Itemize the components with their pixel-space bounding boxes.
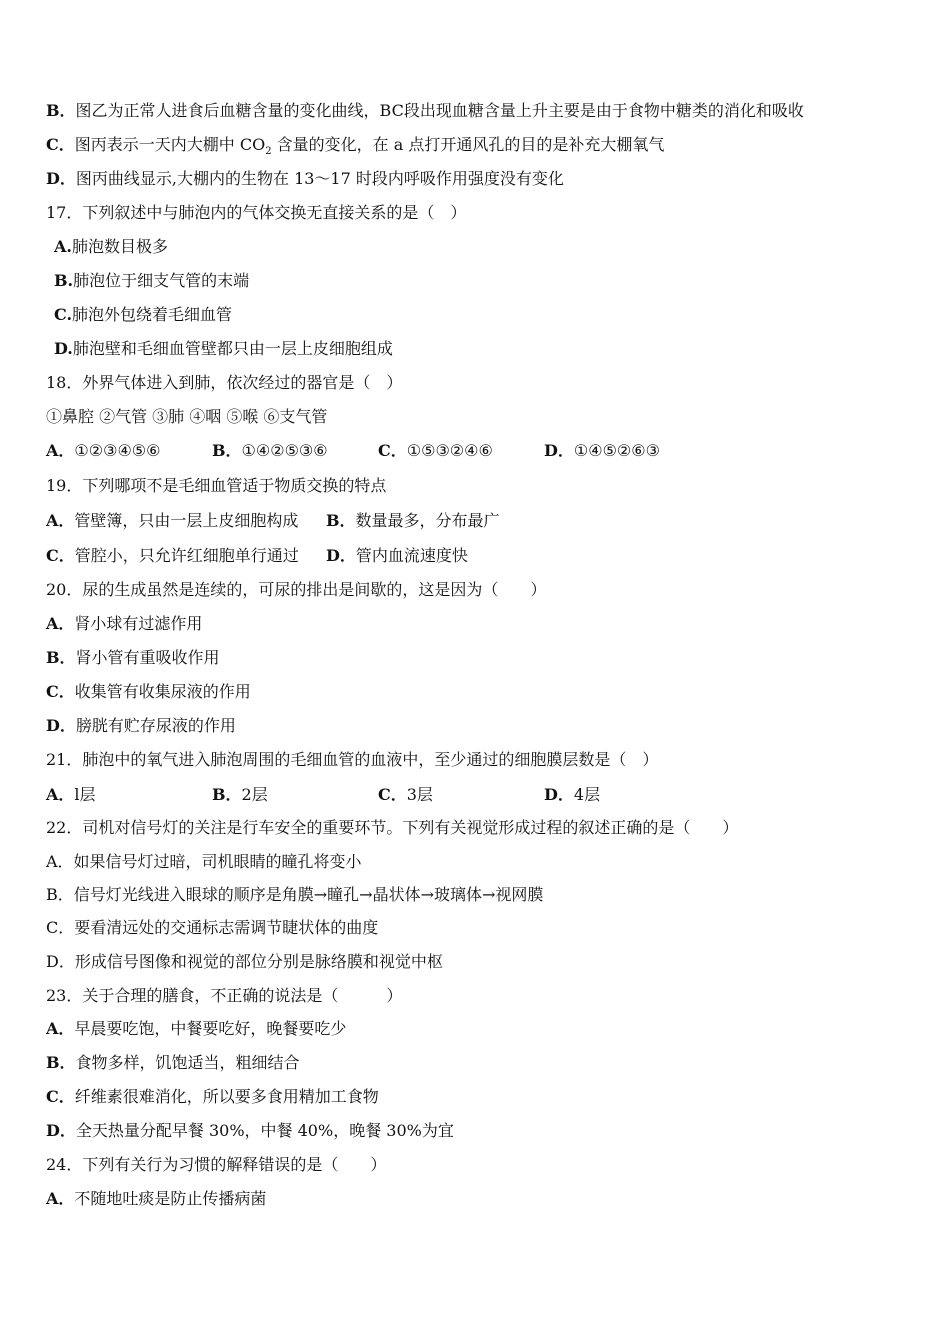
option-text: 肺泡壁和毛细血管壁都只由一层上皮细胞组成: [72, 339, 393, 358]
option-label: C.: [54, 305, 73, 324]
option-text: 食物多样，饥饱适当，粗细结合: [75, 1053, 300, 1072]
q20-option-d: [46, 715, 236, 737]
option-label: B．: [212, 785, 242, 804]
option-label: B．: [212, 441, 242, 460]
q20-option-c: [46, 681, 251, 703]
option-label: A．: [46, 614, 75, 633]
option-text: 肾小管有重吸收作用: [75, 648, 220, 667]
q22-option-b: B．信号灯光线进入眼球的顺序是角膜→瞳孔→晶状体→玻璃体→视网膜: [46, 885, 544, 904]
q16-option-c: [46, 134, 664, 156]
q18-option-c: [378, 440, 544, 462]
q17-option-a: [54, 236, 168, 258]
question-18: 18．外界气体进入到肺，依次经过的器官是（ ）: [46, 373, 403, 392]
option-text: 不随地吐痰是防止传播病菌: [74, 1189, 267, 1208]
q21-option-b: [212, 784, 378, 806]
subscript: 2: [265, 146, 272, 158]
option-text: 图丙表示一天内大棚中 CO: [74, 135, 266, 154]
q19-options-row1: [46, 510, 500, 532]
q20-option-a: [46, 613, 202, 635]
option-label: D.: [54, 339, 73, 358]
q16-option-b: [46, 100, 804, 122]
option-text: 数量最多，分布最广: [355, 511, 500, 530]
option-label: A．: [46, 785, 75, 804]
option-label: D．: [46, 1121, 76, 1140]
q23-option-d: [46, 1120, 454, 1142]
q18-option-a: [46, 440, 212, 462]
option-text: ①④⑤②⑥③: [573, 441, 660, 460]
option-label: B．: [326, 511, 356, 530]
option-label: A．: [46, 441, 75, 460]
option-text: 2层: [241, 785, 268, 804]
q20-option-b: [46, 647, 220, 669]
option-text: 纤维素很难消化，所以要多食用精加工食物: [74, 1087, 379, 1106]
q19-option-d: [326, 545, 468, 567]
question-23: 23．关于合理的膳食，不正确的说法是（ ）: [46, 986, 403, 1005]
q21-option-d: [544, 784, 710, 806]
q17-option-b: [54, 270, 249, 292]
option-label: C．: [378, 785, 407, 804]
q23-option-a: [46, 1018, 346, 1040]
option-text: ①④②⑤③⑥: [241, 441, 328, 460]
q18-options: [46, 440, 710, 462]
q16-option-d: [46, 168, 564, 190]
q21-options: [46, 784, 710, 806]
question-21: 21．肺泡中的氧气进入肺泡周围的毛细血管的血液中，至少通过的细胞膜层数是（ ）: [46, 750, 659, 769]
q18-option-b: [212, 440, 378, 462]
option-label: A．: [46, 511, 75, 530]
option-label: A.: [54, 237, 72, 256]
option-text-cont: 含量的变化，在 a 点打开通风孔的目的是补充大棚氧气: [271, 135, 665, 154]
question-22: 22．司机对信号灯的关注是行车安全的重要环节。下列有关视觉形成过程的叙述正确的是（ ）: [46, 818, 739, 837]
option-label: A．: [46, 1189, 75, 1208]
question-20: 20．尿的生成虽然是连续的，可尿的排出是间歇的，这是因为（ ）: [46, 580, 547, 599]
option-text: 管内血流速度快: [355, 546, 468, 565]
option-label: D．: [46, 716, 76, 735]
option-label: D．: [544, 785, 574, 804]
option-text: 3层: [406, 785, 433, 804]
q22-option-c: C．要看清远处的交通标志需调节睫状体的曲度: [46, 918, 379, 937]
q18-option-d: [544, 440, 710, 462]
option-text: ①②③④⑤⑥: [74, 441, 161, 460]
option-text: 收集管有收集尿液的作用: [74, 682, 251, 701]
option-text: 图乙为正常人进食后血糖含量的变化曲线，BC段出现血糖含量上升主要是由于食物中糖类的消化和吸收: [75, 101, 804, 120]
option-text: 肺泡外包绕着毛细血管: [72, 305, 233, 324]
option-text: l层: [74, 785, 96, 804]
option-label: B．: [46, 648, 76, 667]
option-label: D．: [326, 546, 356, 565]
question-19: 19．下列哪项不是毛细血管适于物质交换的特点: [46, 476, 387, 495]
option-label: D．: [46, 169, 76, 188]
q19-options-row2: [46, 545, 468, 567]
option-text: 4层: [573, 785, 601, 804]
q17-option-d: [54, 338, 393, 360]
option-text: ①⑤③②④⑥: [406, 441, 493, 460]
option-text: 早晨要吃饱，中餐要吃好，晚餐要吃少: [74, 1019, 347, 1038]
option-text: 管腔小，只允许红细胞单行通过: [74, 546, 299, 565]
q19-option-a: [46, 510, 326, 532]
option-label: C．: [46, 135, 75, 154]
option-label: C．: [46, 1087, 75, 1106]
option-text: 肺泡位于细支气管的末端: [73, 271, 250, 290]
option-label: C．: [378, 441, 407, 460]
q22-option-a: A．如果信号灯过暗，司机眼睛的瞳孔将变小: [46, 852, 362, 871]
option-label: C．: [46, 682, 75, 701]
question-17: 17．下列叙述中与肺泡内的气体交换无直接关系的是（ ）: [46, 203, 467, 222]
option-text: 图丙曲线显示,大棚内的生物在 13～17 时段内呼吸作用强度没有变化: [75, 169, 564, 188]
q23-option-b: [46, 1052, 300, 1074]
q22-option-d: D．形成信号图像和视觉的部位分别是脉络膜和视觉中枢: [46, 952, 443, 971]
q24-option-a: [46, 1188, 266, 1210]
question-24: 24．下列有关行为习惯的解释错误的是（ ）: [46, 1155, 387, 1174]
q19-option-c: [46, 545, 326, 567]
option-label: B．: [46, 1053, 76, 1072]
q19-option-b: [326, 510, 500, 532]
option-label: B．: [46, 101, 76, 120]
option-text: 膀胱有贮存尿液的作用: [75, 716, 236, 735]
option-text: 全天热量分配早餐 30%，中餐 40%，晚餐 30%为宜: [75, 1121, 454, 1140]
q17-option-c: [54, 304, 232, 326]
q23-option-c: [46, 1086, 379, 1108]
option-text: 肺泡数目极多: [71, 237, 168, 256]
q21-option-c: [378, 784, 544, 806]
option-text: 管壁簿，只由一层上皮细胞构成: [74, 511, 299, 530]
option-label: A．: [46, 1019, 75, 1038]
option-text: 肾小球有过滤作用: [74, 614, 203, 633]
option-label: D．: [544, 441, 574, 460]
option-label: B.: [54, 271, 74, 290]
option-label: C．: [46, 546, 75, 565]
q18-organ-list: ①鼻腔 ②气管 ③肺 ④咽 ⑤喉 ⑥支气管: [46, 407, 328, 426]
q21-option-a: [46, 784, 212, 806]
